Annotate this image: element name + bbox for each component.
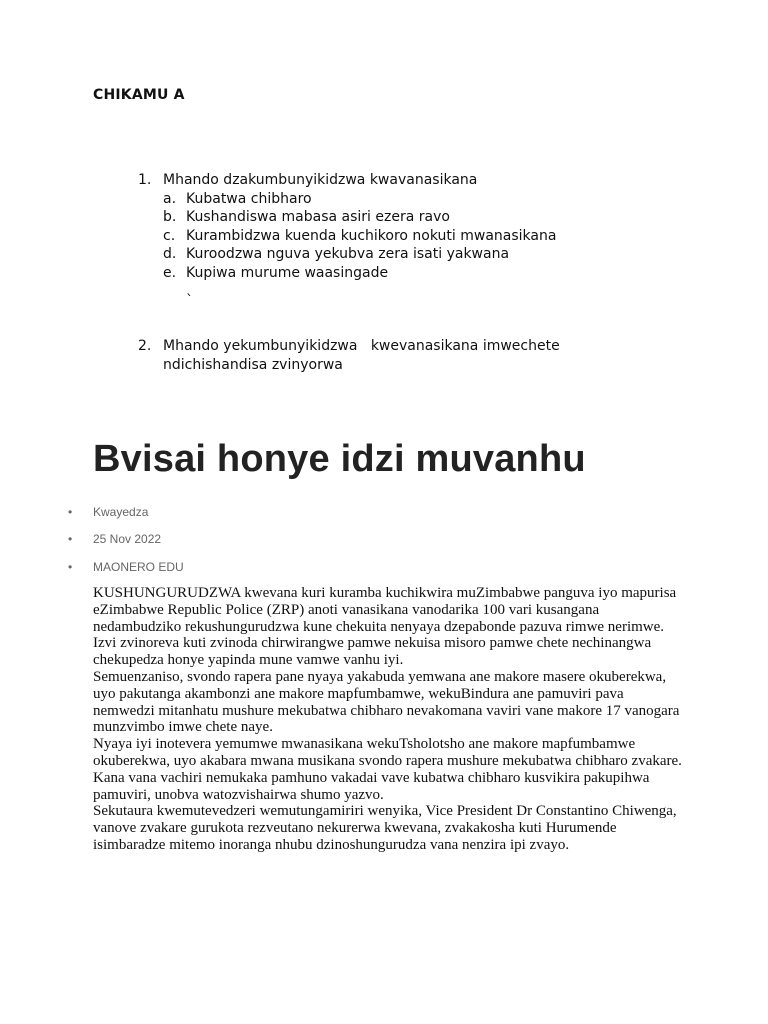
subitem-text: Kuroodzwa nguva yekubva zera isati yakwana (186, 246, 510, 262)
subitem-letter: e. (163, 264, 177, 281)
list-item (163, 208, 658, 227)
paragraph: Kana vana vachiri nemukaka pamhuno vakadai vave kubatwa chibharo kusvikira pakupihwa pamuviri, unobva watozvishairwa shumo yazvo. (93, 769, 650, 803)
question-2 (138, 337, 658, 374)
subitem-letter: a. (163, 190, 177, 207)
paragraph: Semuenzaniso, svondo rapera pane nyaya yakabuda yemwana ane makore masere okuberekwa, uyo pakutanga akambonzi ane makore mapfumbamwe, wekuBindura ane pamuviri pava nemwedzi mitanhatu mushure mekubatwa chibharo nevakomana vaviri vane makore 17 vanogara munzvimbo imwe chete naye. (93, 668, 680, 736)
subitem-text: Kupiwa murume waasingade (186, 264, 389, 281)
paragraph: Izvi zvinoreva kuti zvinoda chirwirangwe pamwe nekuisa misoro pamwe chete nechinangwa chekupedza honye yapinda mune vamwe vanhu iyi. (93, 635, 652, 669)
subitem-letter: b. (163, 209, 177, 225)
meta-text: 25 Nov 2022 (93, 532, 162, 547)
question-list (138, 171, 658, 311)
bullet-icon: • (68, 504, 73, 519)
question-1 (138, 171, 658, 311)
question-number: 1. (138, 172, 152, 188)
bullet-icon: • (68, 532, 73, 547)
question-text: Mhando yekumbunyikidzwa kwevanasikana imwechete ndichishandisa zvinyorwa (163, 338, 565, 373)
question-number: 2. (138, 338, 152, 354)
list-item (163, 245, 658, 264)
meta-text: MAONERO EDU (93, 559, 184, 574)
subitem-text: Kushandiswa mabasa asiri ezera ravo (186, 209, 450, 225)
meta-source (68, 498, 184, 526)
paragraph: Nyaya iyi inotevera yemumwe mwanasikana wekuTsholotsho ane makore mapfumbamwe okuberekwa, uyo akabara mwana musikana svondo rapera mushure mekubatwa chibharo zvakare. (93, 736, 682, 769)
list-item (163, 264, 658, 283)
subitem-letter: c. (163, 227, 176, 244)
article-meta (68, 498, 184, 581)
subitem-text: Kurambidzwa kuenda kuchikoro nokuti mwanasikana (186, 227, 557, 244)
bullet-icon: • (68, 559, 73, 574)
subitem-letter: d. (163, 246, 177, 262)
list-item (163, 227, 658, 246)
meta-category (68, 553, 184, 581)
meta-text: Kwayedza (93, 504, 149, 519)
article-body (93, 585, 683, 854)
article-title: Bvisai honye idzi muvanhu (93, 438, 586, 480)
paragraph: Sekutaura kwemutevedzeri wemutungamiriri wenyika, Vice President Dr Constantino Chiwenga, vanove zvakare gurukota rezveutano nekurerwa kwevana, zvakakosha kuti Hurumende isimbaradze mitemo inoranga nhubu dzinoshungurudza vana nenzira ipi zvayo. (93, 803, 677, 853)
stray-mark: ` (186, 293, 193, 309)
meta-date (68, 526, 184, 554)
paragraph: KUSHUNGURUDZWA kwevana kuri kuramba kuchikwira muZimbabwe panguva iyo mapurisa eZimbabwe Republic Police (ZRP) anoti vanasikana vanodarika 100 vari kusangana nedambudziko rekushungurudzwa kune chekuita nenyaya dzepabonde pazuva rimwe nerimwe. (93, 585, 677, 635)
subitem-text: Kubatwa chibharo (186, 190, 312, 207)
question-text: Mhando dzakumbunyikidzwa kwavanasikana (163, 172, 478, 188)
list-item (163, 190, 658, 209)
section-heading: CHIKAMU A (93, 87, 185, 103)
subitem-list (163, 190, 658, 283)
